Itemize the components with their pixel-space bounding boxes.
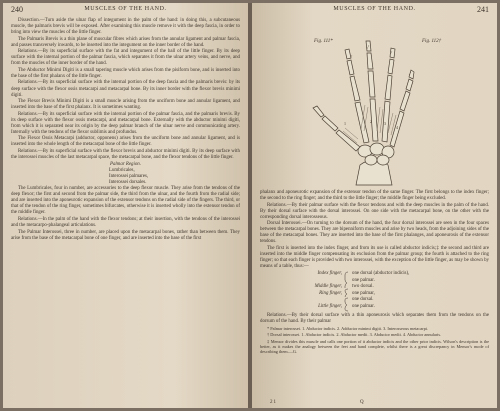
region-list-item: Lumbricales,: [109, 168, 135, 174]
table-label: Middle finger,: [314, 284, 342, 290]
svg-text:3: 3: [384, 121, 386, 126]
paragraph: Dissection.—Turn aside the ulnar flap of integument in the palm of the hand: in doing this, a subcutaneous muscle, the palmaris brevis will be exposed. After examining this muscle remove it with the deep fascia, in order to bring into view the muscles of the little finger.: [11, 18, 240, 36]
paragraph: Dorsal Interossei.—On turning to the dorsum of the hand, the four dorsal interossei are seen in the four spaces between the metacarpal bones. They are bipenniform muscles and arise by two heads, from the adjoining sides of the base of the metacarpal bones. They are inserted into the base of the first phalanges, and aponeurosis of the extensor tendons.: [260, 221, 489, 245]
svg-text:1: 1: [344, 121, 346, 126]
hand-bones-engraving: [272, 19, 477, 187]
left-page-body: [11, 18, 240, 242]
paragraph: The Palmaris Brevis is a thin plane of muscular fibres which arises from the annular ligament and palmar fascia, and passes transversely inwards, to be inserted into the integument on the inner border of the hand.: [11, 36, 240, 48]
region-list-item: Interossei dorsales.: [109, 180, 147, 186]
footnote: † Dorsal interossei. 1. Abductor indicis. 2. Abductor medii. 3. Abductor medii. 4. Abductor annularis.: [267, 332, 442, 338]
paragraph: The first is inserted into the index finger, and from its use is called abductor indicis;‡ the second and third are inserted into the middle finger compensating its exclusion from the palmar group; the fourth is attached to the ring finger; so that each finger is provided with two interossei, with the exception of the little finger, as may be shown by means of a table, thus:—: [260, 245, 489, 270]
left-running-head: [11, 6, 240, 17]
paragraph: Relations.—By their dorsal surface with a thin aponeurosis which separates them from the tendons on the dorsum of the hand. By their palmar: [260, 313, 489, 325]
table-value: one dorsal.: [352, 297, 374, 303]
paragraph: Relations.—By its superficial surface with the fat and integument of the ball of the little finger. By its deep surface with the internal portion of the palmar fascia, which separates it from the ulnar artery veins, and nerve, and from the muscles of the inner border of the hand.: [11, 49, 240, 67]
right-running-title: MUSCLES OF THE HAND.: [333, 6, 416, 12]
region-title: Palmar Region.: [110, 161, 141, 167]
book-spread: [3, 3, 497, 408]
signature-mark: Q: [360, 400, 365, 405]
paragraph: Relations.—In the palm of the hand with the flexor tendons; at their insertion, with the tendons of the interossei and the metacarpo-phalangeal articulations.: [11, 217, 240, 229]
paragraph: Relations.—By its superficial surface with the internal portion of the palmar fascia, and the palmaris brevis. By its deep surface with the flexor ossis metacarpi, and metacarpal bone. Externally with the abductor minimi digiti, from which it is separated near its origin by the deep palmar branch of the ulnar nerve and communicating artery. Internally with the tendons of the flexor sublimis and profundus.: [11, 111, 240, 135]
table-value: one palmar.: [352, 277, 375, 283]
table-label: Ring finger,: [319, 290, 342, 296]
paragraph: Relations.—By its superficial surface with the internal portion of the deep fascia and the palmaris brevis: by its deep surface with the flexor ossis metacarpi and metacarpal bone. By its inner border with the flexor brevis minimi digiti.: [11, 80, 240, 98]
right-page: [252, 3, 497, 408]
table-value: one palmar.: [352, 303, 375, 309]
table-value: one dorsal (abductor indicis),: [352, 271, 410, 277]
paragraph: Relations.—By their palmar surface with the flexor tendons and with the deep muscles in the palm of the hand. By their dorsal surface with the dorsal interossei. On one side with the metacarpal bone, on the other with the corresponding dorsal interosseous.: [260, 202, 489, 220]
svg-text:2: 2: [370, 119, 372, 124]
hand-skeleton-figure: [272, 19, 477, 187]
paragraph: phalanx and aponeurotic expansion of the extensor tendon of the same finger. The first belongs to the index finger; the second to the ring finger; and the third to the little finger; the middle finger being excluded.: [260, 190, 489, 202]
table-value: one palmar,: [352, 290, 375, 296]
right-running-head: [260, 6, 489, 17]
paragraph: The Lumbricales, four in number, are accessories to the deep flexor muscle. They arise from the tendons of the deep flexor; the first and second from the palmar side, the third from the ulnar, and the fourth from the radial side; and are inserted into the aponeurotic expansion of the extensor tendons on the radial side of the fingers. The third, or that of the tendon of the ring finger, sometimes bifurcates, otherwise it is inserted wholly into the extensor tendon of the middle finger.: [11, 186, 240, 216]
region-list-item: Interossei palmares,: [109, 174, 149, 180]
figure-label: Fig. 111*: [314, 39, 333, 44]
paragraph: The Palmar Interossei, three in number, are placed upon the metacarpal bones, rather than between them. They arise from the base of the metacarpal bone of one finger, and are inserted into the base of the first: [11, 229, 240, 241]
table-row: [296, 304, 446, 311]
paragraph: The Abductor Minimi Digiti is a small tapering muscle which arises from the pisiform bone, and is inserted into the base of the first phalanx of the little finger.: [11, 67, 240, 79]
paragraph: The Flexor Ossis Metacarpi (adductor, opponens) arises from the unciform bone and annular ligament, and is inserted into the whole length of the metacarpal bone of the little finger.: [11, 136, 240, 148]
right-page-number: 241: [477, 5, 489, 14]
signature-number: 21: [270, 400, 277, 405]
paragraph: The Flexor Brevis Minimi Digiti is a small muscle arising from the unciform bone and annular ligament, and inserted into the base of the first phalanx. It is sometimes wanting.: [11, 99, 240, 111]
right-page-body: [260, 190, 489, 355]
left-page-number: 240: [11, 5, 23, 14]
footnote: * Palmar interossei. 1. Abductor indicis. 2. Adductor minimi digiti. 3. Interosseous metacarpi.: [267, 326, 428, 332]
interossei-table: [296, 271, 489, 312]
svg-text:4: 4: [396, 125, 398, 130]
left-page: [3, 3, 248, 408]
table-brace: [344, 271, 349, 312]
paragraph: Relations.—By its superficial surface with the flexor brevis and abductor minimi digiti. By its deep surface with the interossei muscles of the last metacarpal space, the metacarpal bone, and the flexor tendons of the little finger.: [11, 148, 240, 161]
table-label: Index finger,: [317, 271, 342, 277]
table-value: two dorsal.: [352, 284, 374, 290]
left-running-title: MUSCLES OF THE HAND.: [84, 6, 167, 12]
figure-label: Fig. 112†: [422, 39, 442, 44]
table-label: Little finger,: [318, 303, 342, 309]
footnote: ‡ Mensor divides this muscle and calls one portion of it abductor indicis and the other prior indicis. Wilson's description is the better, as it makes the analogy between the feet and hand complete, whilst there is a great discrepancy in Mensor's mode of describing them.—G.: [260, 338, 489, 355]
